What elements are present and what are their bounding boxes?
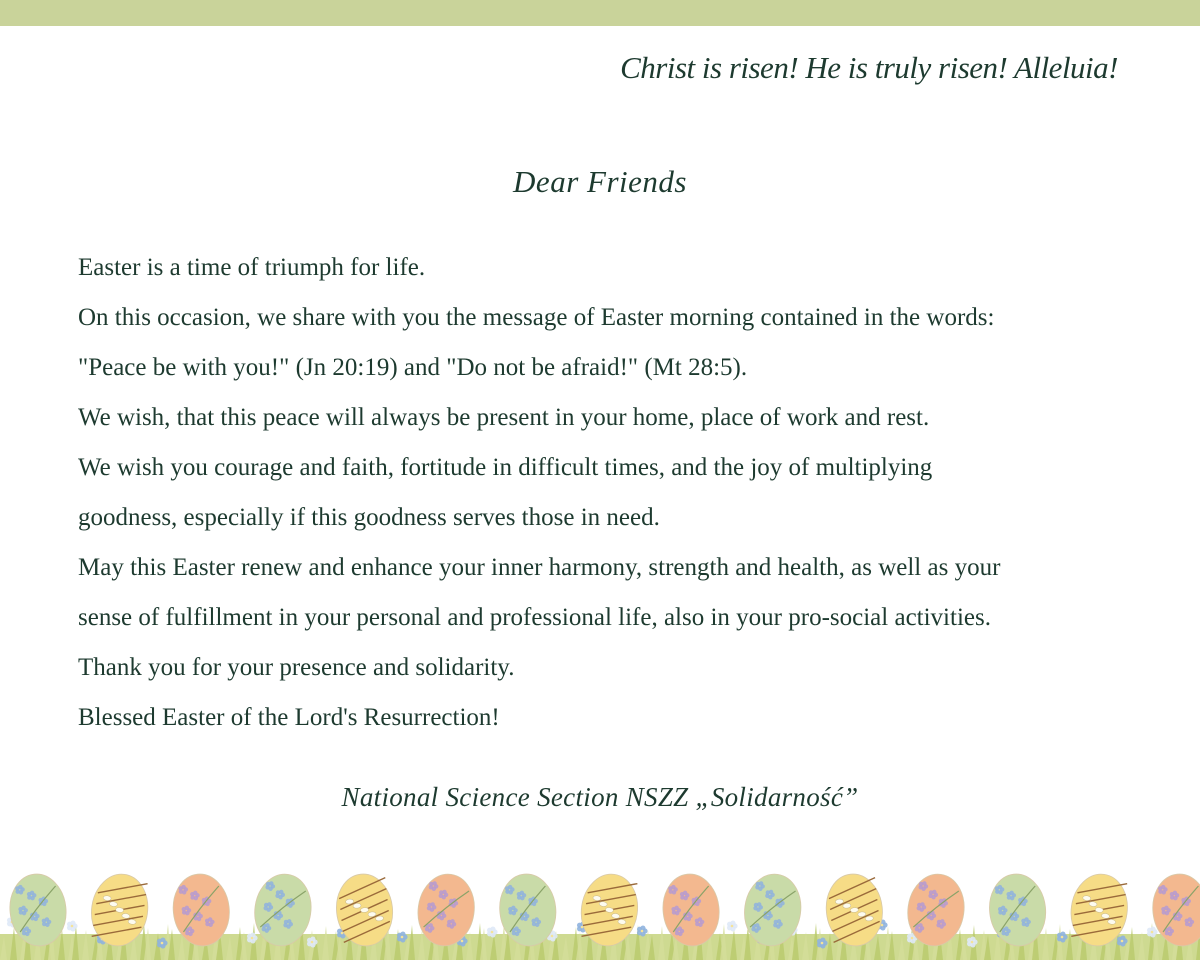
letter-line: "Peace be with you!" (Jn 20:19) and "Do not be afraid!" (Mt 28:5). [78, 354, 748, 381]
letter-body [78, 243, 1138, 743]
letter-line: May this Easter renew and enhance your inner harmony, strength and health, as well as your [78, 554, 1001, 581]
letter-line: Thank you for your presence and solidarity. [78, 654, 515, 681]
letter-line: Easter is a time of triumph for life. [78, 254, 426, 281]
letter-line: We wish, that this peace will always be present in your home, place of work and rest. [78, 404, 930, 431]
salutation: Dear Friends [513, 164, 687, 199]
easter-greeting: Christ is risen! He is truly risen! Alleluia! [620, 50, 1118, 85]
egg-row [6, 870, 1200, 949]
letter-line: sense of fulfillment in your personal and professional life, also in your pro-social activities. [78, 604, 991, 631]
easter-egg-border [0, 862, 1200, 960]
letter-line: On this occasion, we share with you the message of Easter morning contained in the words: [78, 304, 995, 331]
letter-line: goodness, especially if this goodness serves those in need. [78, 504, 660, 531]
letter-line: Blessed Easter of the Lord's Resurrection! [78, 704, 500, 731]
signature: National Science Section NSZZ „Solidarność” [341, 782, 859, 812]
letter-line: We wish you courage and faith, fortitude in difficult times, and the joy of multiplying [78, 454, 933, 481]
top-color-band [0, 0, 1200, 26]
